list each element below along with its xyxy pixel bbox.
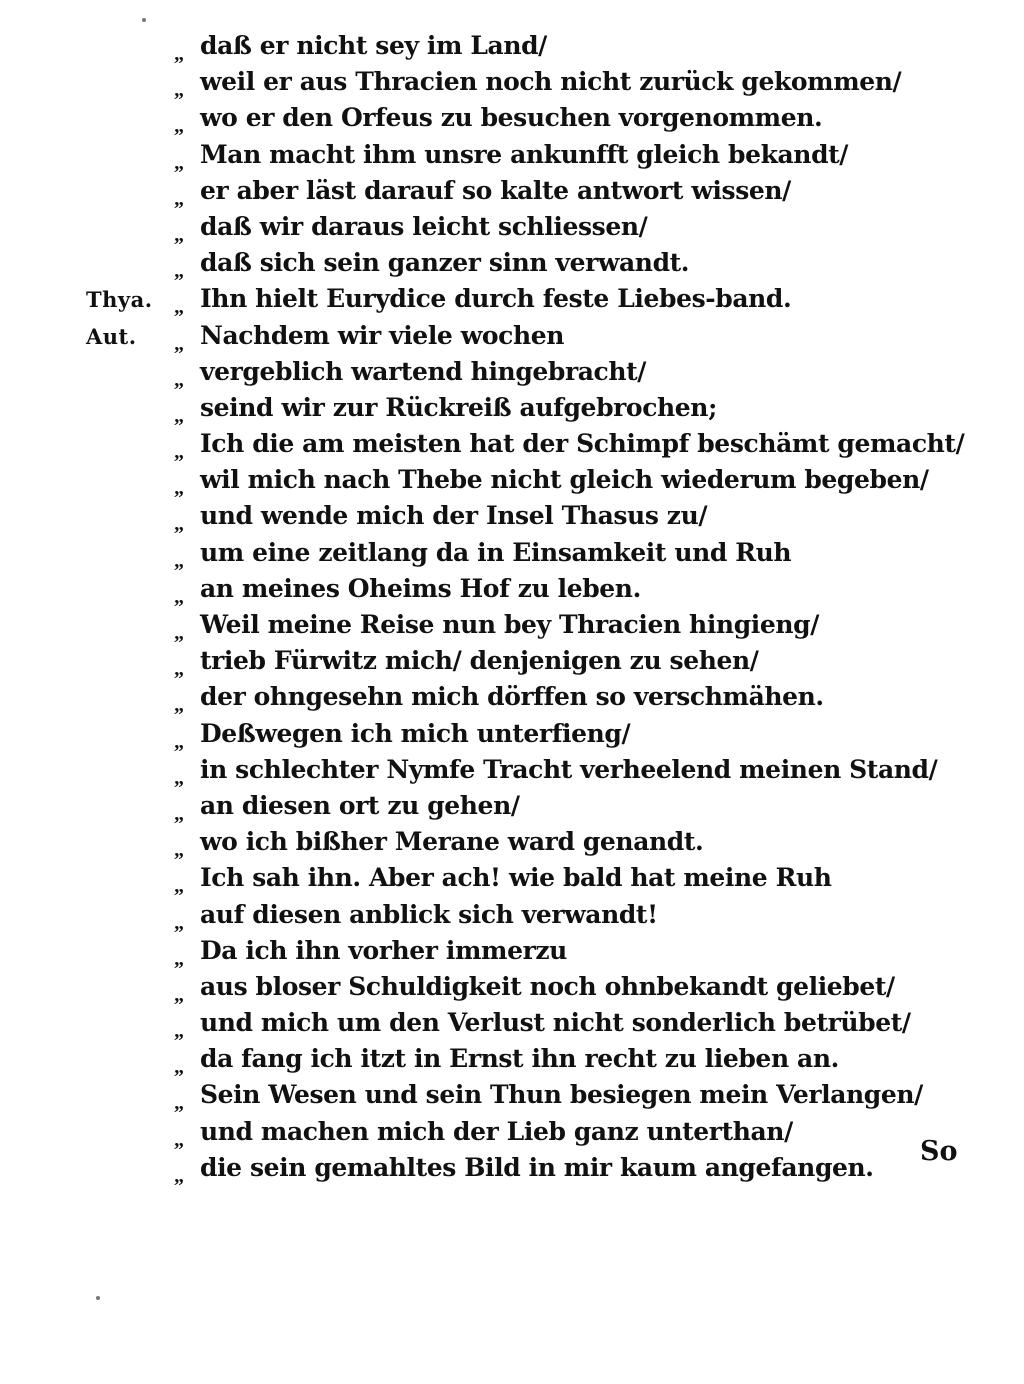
quote-mark: „ [174,513,184,536]
verse-line [86,716,996,752]
verse-line [86,1150,996,1186]
verse-text: weil er aus Thracien noch nicht zurück gekommen/ [200,67,902,97]
verse-text: Man macht ihm unsre ankunfft gleich bekandt/ [200,139,849,169]
verse-text: wil mich nach Thebe nicht gleich wiederum begeben/ [200,465,929,495]
verse-text: Weil meine Reise nun bey Thracien hingieng/ [200,610,819,639]
quote-mark: „ [174,839,184,862]
verse-text: Ich die am meisten hat der Schimpf beschämt gemacht/ [200,429,965,459]
paper-speck [142,18,146,22]
verse-text: die sein gemahltes Bild in mir kaum angefangen. [200,1152,874,1182]
verse-text: Ihn hielt Eurydice durch feste Liebes-band. [200,284,792,314]
verse-line [86,824,996,860]
verse-text: daß wir daraus leicht schliessen/ [200,211,648,241]
verse-line [86,498,996,534]
verse-line [86,607,996,643]
verse-text: daß sich sein ganzer sinn verwandt. [200,248,690,278]
verse-text: um eine zeitlang da in Einsamkeit und Ruh [200,537,792,567]
verse-text: Deßwegen ich mich unterfieng/ [200,718,631,748]
quote-mark: „ [174,730,184,753]
quote-mark: „ [174,260,184,283]
quote-mark: „ [174,658,184,681]
quote-mark: „ [174,187,184,210]
verse-line [86,209,996,245]
verse-text: wo ich bißher Merane ward genandt. [200,827,704,857]
quote-mark: „ [174,1128,184,1151]
verse-text: da fang ich itzt in Ernst ihn recht zu lieben an. [200,1044,839,1074]
quote-mark: „ [174,1020,184,1043]
quote-mark: „ [174,1092,184,1115]
verse-line [86,1041,996,1077]
verse-line [86,535,996,571]
quote-mark: „ [174,875,184,898]
quote-mark: „ [174,404,184,427]
quote-mark: „ [174,441,184,464]
quote-mark: „ [174,549,184,572]
quote-mark: „ [174,1056,184,1079]
verse-line [86,64,996,100]
quote-mark: „ [174,43,184,65]
verse-text: er aber läst darauf so kalte antwort wissen/ [200,175,791,205]
verse-text: auf diesen anblick sich verwandt! [200,899,658,929]
verse-text: Ich sah ihn. Aber ach! wie bald hat meine Ruh [200,863,832,893]
verse-line [86,245,996,281]
verse-line [86,788,996,824]
quote-mark: „ [174,477,184,500]
verse-line [86,752,996,788]
paper-speck [96,1296,100,1300]
verse-text: an diesen ort zu gehen/ [200,790,520,820]
verse-text-block [86,28,996,1186]
verse-line [86,643,996,679]
verse-line [86,462,996,498]
verse-line [86,100,996,136]
verse-text: und wende mich der Insel Thasus zu/ [200,501,708,531]
verse-text: seind wir zur Rückreiß aufgebrochen; [200,392,717,422]
verse-text: und machen mich der Lieb ganz unterthan/ [200,1116,793,1146]
quote-mark: „ [174,151,184,174]
quote-mark: „ [174,79,184,102]
quote-mark: „ [174,115,184,138]
verse-line [86,318,996,354]
speaker-label: Thya. [86,287,153,313]
quote-mark: „ [174,1164,184,1187]
quote-mark: „ [174,947,184,970]
verse-line [86,137,996,173]
verse-line [86,860,996,896]
verse-line [86,354,996,390]
verse-line [86,173,996,209]
quote-mark: „ [174,694,184,717]
quote-mark: „ [174,622,184,644]
quote-mark: „ [174,332,184,355]
verse-line [86,281,996,317]
quote-mark: „ [174,296,184,319]
verse-line [86,897,996,933]
verse-line [86,969,996,1005]
quote-mark: „ [174,911,184,934]
verse-line [86,571,996,607]
verse-line [86,679,996,715]
verse-text: trieb Fürwitz mich/ denjenigen zu sehen/ [200,646,759,676]
verse-text: Da ich ihn vorher immerzu [200,935,567,965]
verse-text: Nachdem wir viele wochen [200,320,564,350]
verse-text: Sein Wesen und sein Thun besiegen mein Verlangen/ [200,1080,923,1110]
verse-line [86,1077,996,1113]
verse-text: und mich um den Verlust nicht sonderlich betrübet/ [200,1008,911,1038]
quote-mark: „ [174,585,184,608]
verse-line [86,1114,996,1150]
verse-text: an meines Oheims Hof zu leben. [200,573,641,603]
verse-text: wo er den Orfeus zu besuchen vorgenommen. [200,103,823,133]
verse-line [86,28,996,64]
catchword: So [920,1136,958,1167]
verse-line [86,933,996,969]
verse-line [86,1005,996,1041]
quote-mark: „ [174,802,184,825]
quote-mark: „ [174,983,184,1006]
verse-line [86,390,996,426]
verse-text: in schlechter Nymfe Tracht verheelend meinen Stand/ [200,754,938,784]
quote-mark: „ [174,766,184,789]
verse-text: der ohngesehn mich dörffen so verschmähen. [200,682,824,712]
quote-mark: „ [174,223,184,246]
quote-mark: „ [174,368,184,391]
verse-line [86,426,996,462]
verse-text: daß er nicht sey im Land/ [200,31,547,60]
verse-text: vergeblich wartend hingebracht/ [200,356,647,386]
speaker-label: Aut. [86,323,137,349]
verse-text: aus bloser Schuldigkeit noch ohnbekandt geliebet/ [200,971,895,1001]
